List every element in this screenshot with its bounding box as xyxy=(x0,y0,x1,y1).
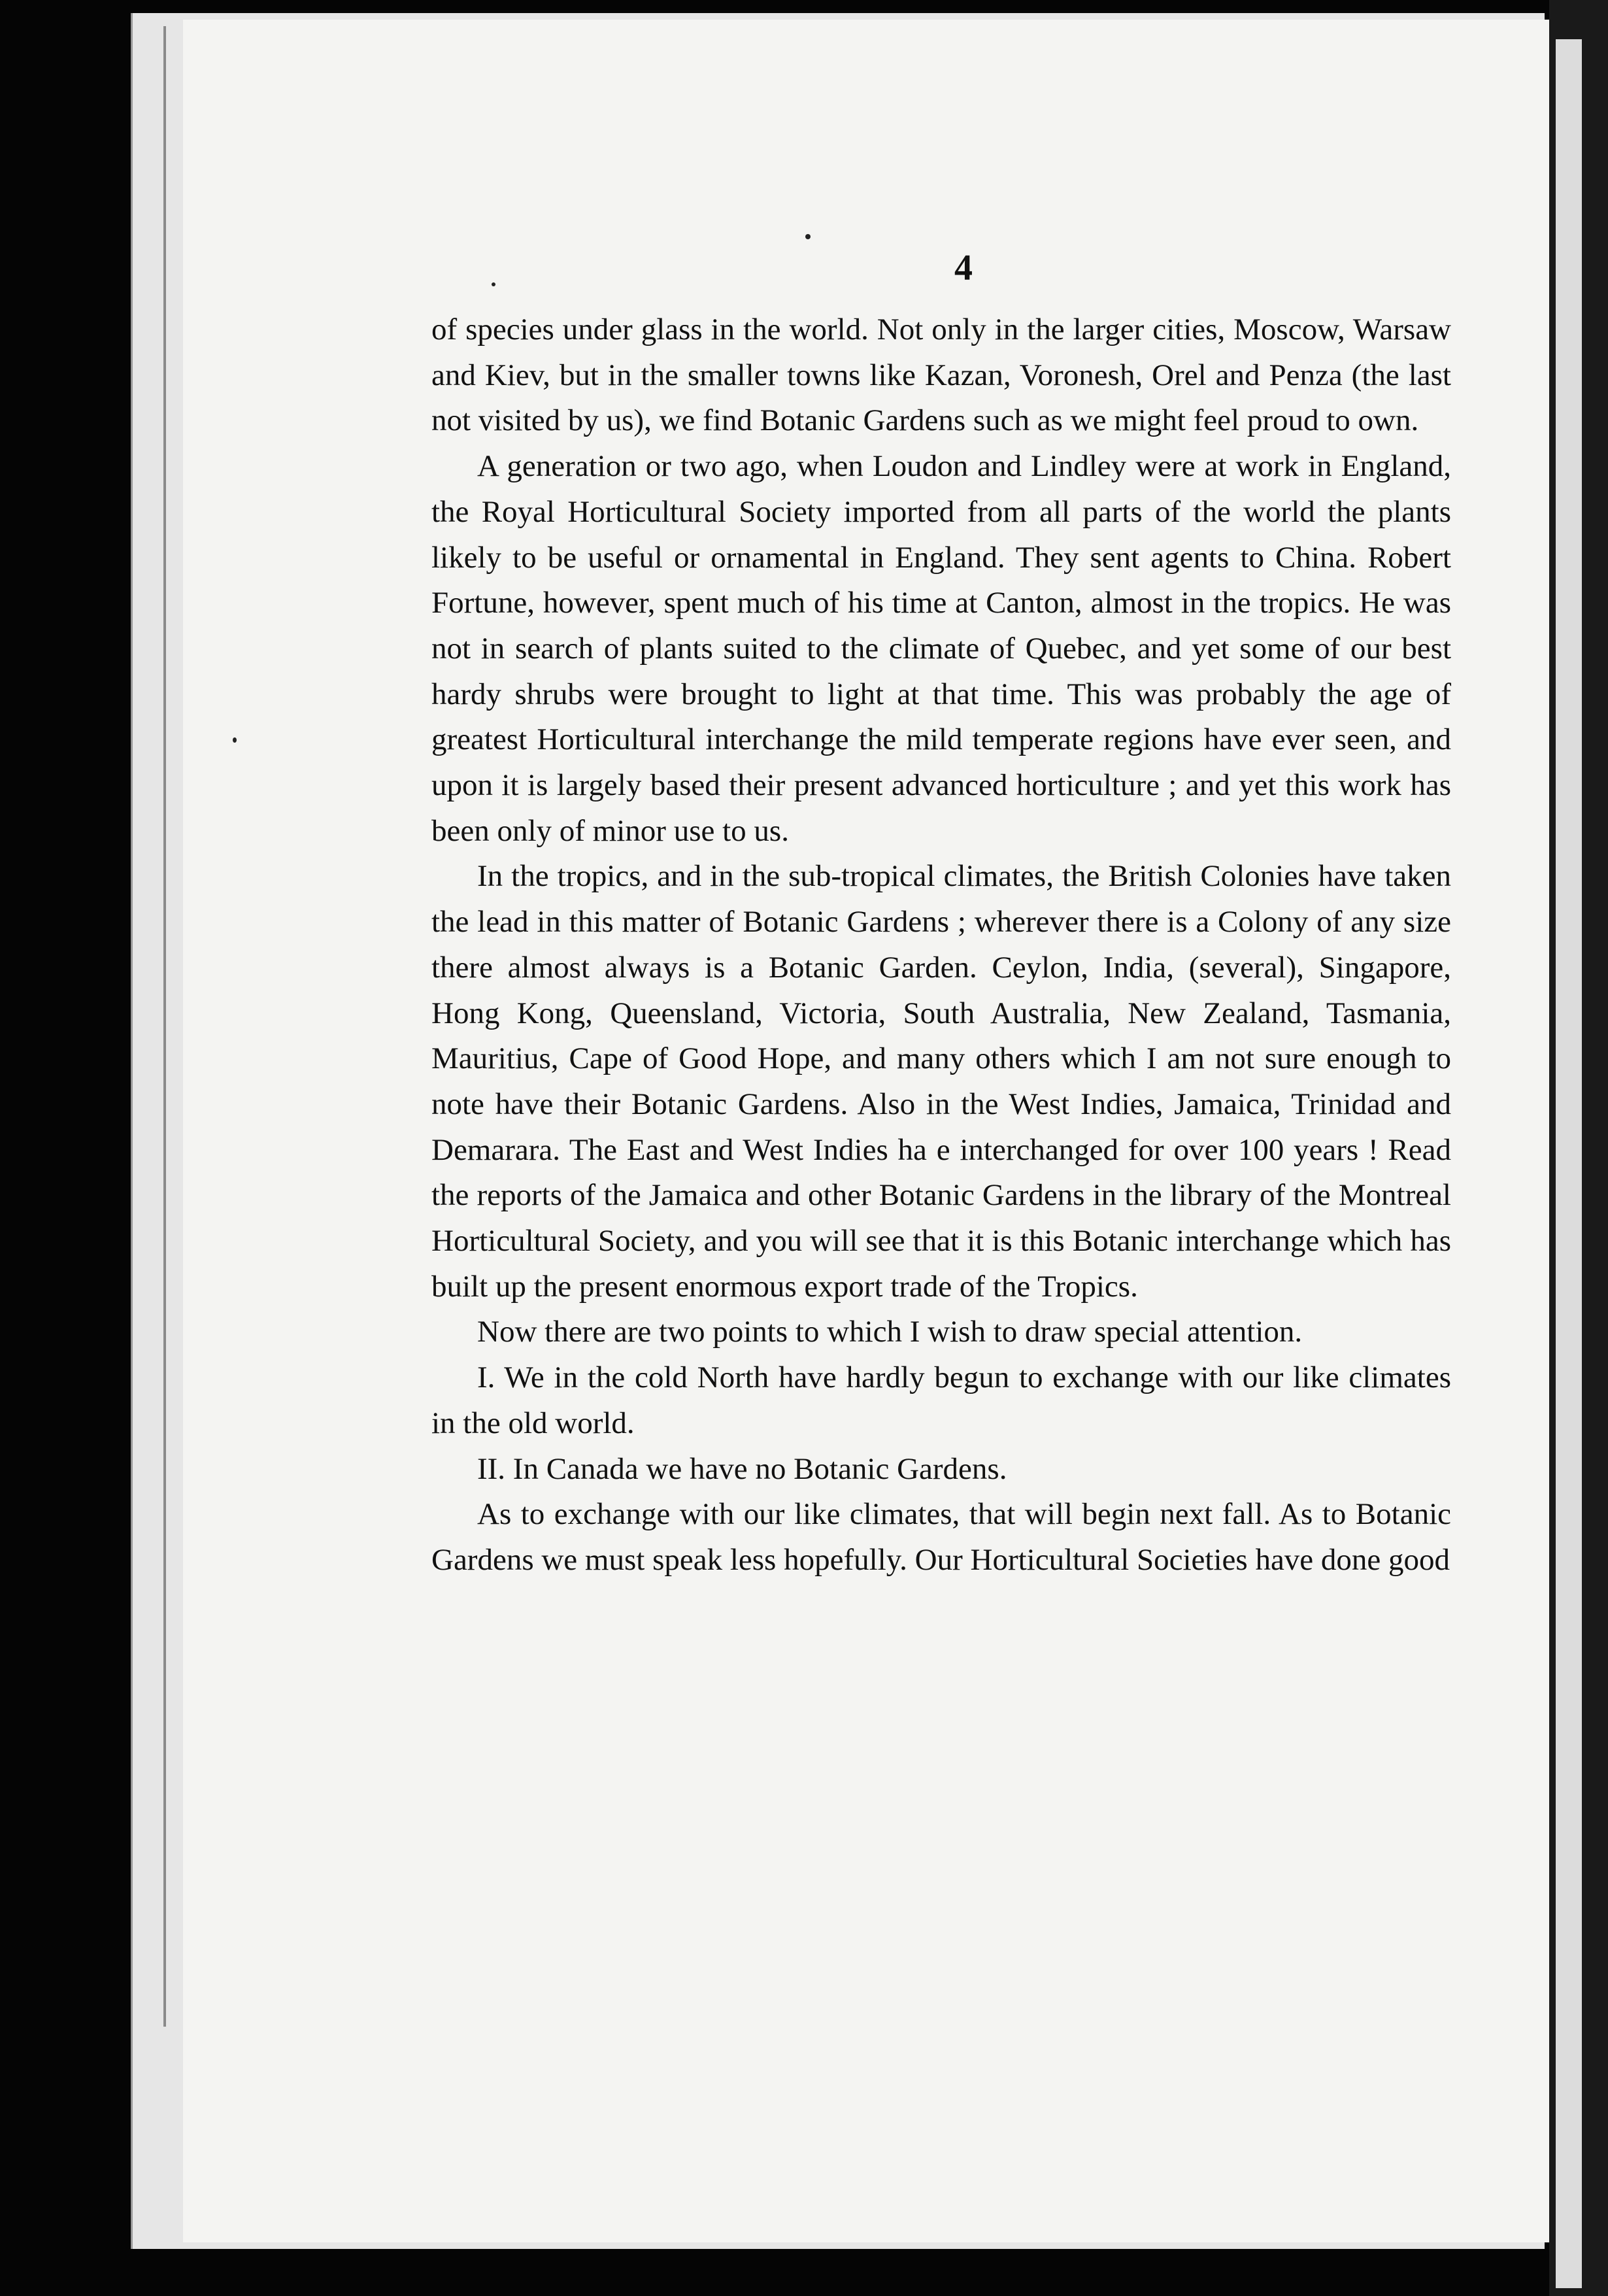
paragraph-6: II. In Canada we have no Botanic Gardens. xyxy=(477,1451,1007,1486)
page-number: 4 xyxy=(954,248,973,288)
adjacent-page-edge xyxy=(1556,39,1582,2288)
paragraph-5: I. We in the cold North have hardly begun to exchange with our like climates in the old world. xyxy=(431,1360,1451,1440)
paragraph-3: In the tropics, and in the sub-tropical climates, the British Colonies have taken the lead in this matter of Botanic Gardens ; wherever there is a Colony of any size there almost always is a Botanic Garden. Ceylon, India, (several), Singapore, Hong Kong, Queensland, Victoria, South Australia, New Zealand, Tasmania, Mauritius, Cape of Good Hope, and many others which I am not sure enough to note have their Botanic Gardens. Also in the West Indies, Jamaica, Trinidad and Demarara. The East and West Indies ha e interchanged for over 100 years ! Read the reports of the Jamaica and other Botanic Gardens in the library of the Montreal Horticultural Society, and you will see that it is this Botanic interchange which has built up the present enormous export trade of the Tropics. xyxy=(431,859,1451,1304)
ink-speck xyxy=(492,282,495,286)
ink-speck xyxy=(233,737,237,743)
paragraph-7: As to exchange with our like climates, that will begin next fall. As to Botanic Gardens we must speak less hopefully. Our Horticultural Societies have done good xyxy=(431,1497,1451,1577)
paragraph-2: A generation or two ago, when Loudon and Lindley were at work in England, the Royal Horticultural Society imported from all parts of the world the plants likely to be useful or ornamental in England. They sent agents to China. Robert Fortune, however, spent much of his time at Canton, almost in the tropics. He was not in search of plants suited to the climate of Quebec, and yet some of our best hardy shrubs were brought to light at that time. This was probably the age of greatest Horticultural interchange the mild temperate regions have ever seen, and upon it is largely based their present advanced horticulture ; and yet this work has been only of minor use to us. xyxy=(431,449,1451,848)
body-text xyxy=(431,307,1451,1583)
paragraph-4: Now there are two points to which I wish to draw special attention. xyxy=(477,1315,1303,1349)
sheet-edge-line xyxy=(163,26,166,2027)
ink-speck xyxy=(805,234,811,239)
paragraph-1: of species under glass in the world. Not only in the larger cities, Moscow, Warsaw and Kiev, but in the smaller towns like Kazan, Voronesh, Orel and Penza (the last not visited by us), we find Botanic Gardens such as we might feel proud to own. xyxy=(431,312,1451,438)
